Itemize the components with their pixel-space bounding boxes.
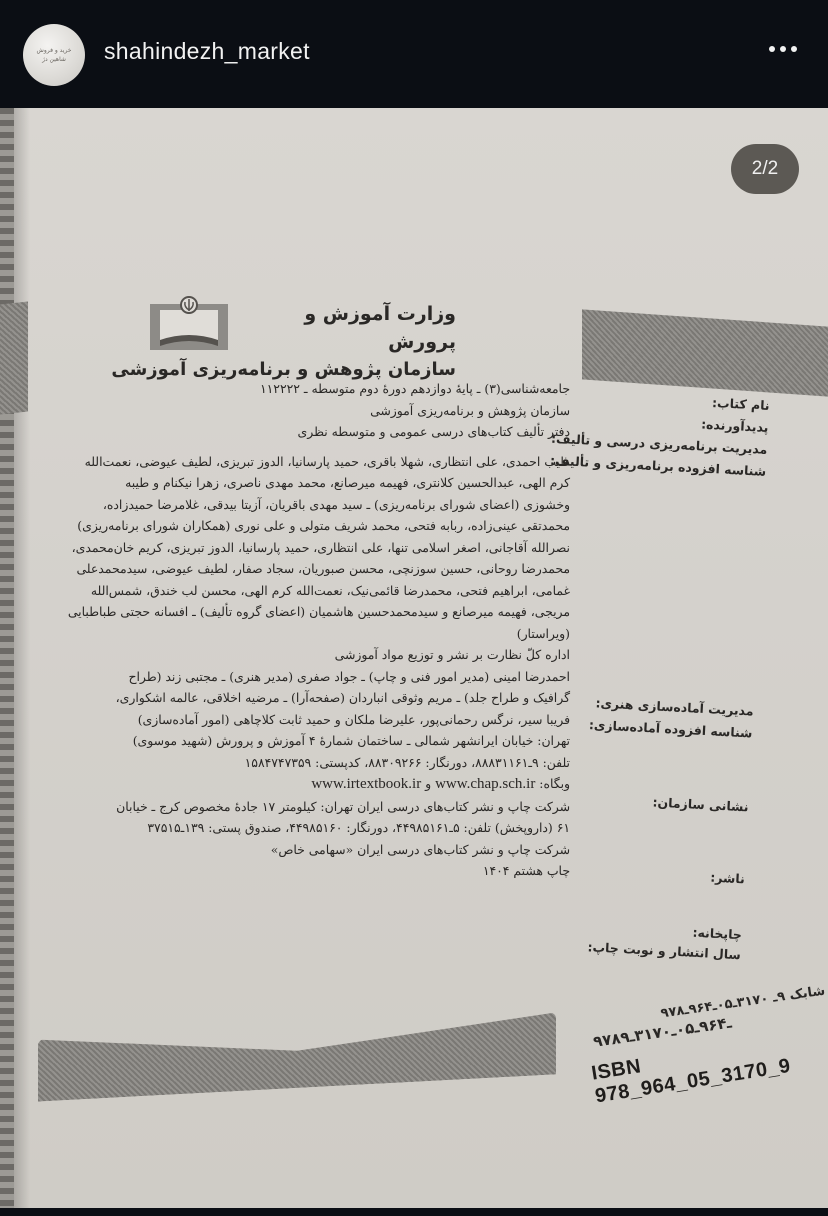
avatar-text-line1: خرید و فروش <box>36 47 72 54</box>
website-and: و <box>425 776 432 791</box>
more-options-button[interactable] <box>765 42 801 56</box>
value-book-name: جامعه‌شناسی(۳) ـ پایهٔ دوازدهم دورهٔ دوم متوسطه ـ ۱۱۲۲۲۲ <box>260 381 570 396</box>
isbn-persian-label: شابک ۹ـ ۳۱۷۰ـ۰۵ـ۹۶۴ـ۹۷۸ <box>659 983 827 1022</box>
value-curriculum-management: دفتر تألیف کتاب‌های درسی عمومی و متوسطه نظری <box>297 424 570 439</box>
art-credit-line: گرافیک و طراح جلد) ـ مریم وثوقی انباردان (صفحه‌آرا) ـ مرضیه اخلاقی، عالمه اشکواری، <box>115 690 570 705</box>
credit-line: وخشوزی (اعضای شورای برنامه‌ریزی) ـ سید مهدی باقریان، آزیتا بیدقی، غلامرضا حمیدزاده، <box>102 496 570 512</box>
value-printer: شرکت چاپ و نشر کتاب‌های درسی ایران «سهامی خاص» <box>270 841 570 857</box>
more-horizontal-icon <box>780 46 786 52</box>
credit-line: (ویراستار) <box>516 625 570 641</box>
value-edition: چاپ هشتم ۱۴۰۴ <box>482 863 570 878</box>
ministry-name: وزارت آموزش و پرورش <box>304 303 456 353</box>
art-credit-line: فریبا سیر، نرگس رحمانی‌پور، علیرضا ملکان و حمید ثابت کلاچاهی (امور آماده‌سازی) <box>137 711 570 727</box>
label-art-credits: شناسه افزوده آماده‌سازی: <box>588 716 753 741</box>
address-line: تهران: خیابان ایرانشهر شمالی ـ ساختمان شمارهٔ ۴ آموزش و پرورش (شهید موسوی) <box>132 733 570 748</box>
value-creator: سازمان پژوهش و برنامه‌ریزی آموزشی <box>370 402 570 418</box>
address-line: تلفن: ۹ـ۸۸۸۳۱۱۶۱، دورنگار: ۸۸۳۰۹۲۶۶، کدپستی: ۱۵۸۴۷۴۷۳۵۹ <box>244 754 570 770</box>
website-line <box>30 773 570 796</box>
decorative-band-bottom <box>38 1012 556 1101</box>
binding-shadow <box>14 108 30 1208</box>
post-footer-edge <box>0 1208 828 1216</box>
website-url-1: www.chap.sch.ir <box>435 776 536 792</box>
art-credit-line: احمدرضا امینی (مدیر امور فنی و چاپ) ـ جواد صفری (مدیر هنری) ـ مجتبی زند (طراح <box>128 668 570 684</box>
organization-name: سازمان پژوهش و برنامه‌ریزی آموزشی <box>111 359 456 380</box>
ministry-title <box>111 300 456 384</box>
publisher-line: ۶۱ (داروپخش) تلفن: ۵ـ۴۴۹۸۵۱۶۱، دورنگار: ۴۴۹۸۵۱۶۰، صندوق پستی: ۱۳۹ـ۳۷۵۱۵ <box>147 820 570 835</box>
credit-line: کرم الهی، عبدالحسین کلانتری، فهیمه میرصانع، محمد مهدی ناصری، زهرا نیکنام و طیبه <box>125 475 570 490</box>
label-publisher: ناشر: <box>709 869 746 887</box>
post-photo[interactable] <box>0 108 828 1208</box>
label-edition: سال انتشار و نوبت چاپ: <box>587 939 742 963</box>
field-values <box>30 378 570 882</box>
credit-line: مریجی، فهیمه میرصانع و سیدمحمدحسین هاشمیان (اعضای گروه تألیف) ـ افسانه حجتی طباطبایی <box>67 604 570 619</box>
avatar-text-line2: شاهین دژ <box>42 56 66 63</box>
more-horizontal-icon <box>791 46 797 52</box>
label-printer: چاپخانه: <box>692 924 743 943</box>
label-creator: پدیدآورنده: <box>700 416 769 435</box>
label-address: نشانی سازمان: <box>652 794 749 815</box>
publisher-line: شرکت چاپ و نشر کتاب‌های درسی ایران تهران: کیلومتر ۱۷ جادهٔ مخصوص کرج ـ خیابان <box>116 798 570 814</box>
avatar[interactable] <box>23 24 85 86</box>
decorative-band-left <box>0 302 28 415</box>
credit-line: طیب احمدی، علی انتظاری، شهلا باقری، حمید پارسانیا، الدوز تبریزی، لطیف عیوضی، نعمت‌الله <box>84 453 570 469</box>
value-art-management: اداره کلّ نظارت بر نشر و توزیع مواد آموزشی <box>334 647 570 662</box>
more-horizontal-icon <box>769 46 775 52</box>
post-header <box>0 0 828 108</box>
slide-counter: 2/2 <box>731 144 799 194</box>
ministry-logo-icon <box>148 296 230 352</box>
decorative-band-right <box>582 309 828 396</box>
credit-line: غمامی، ابراهیم فتحی، محمدرضا قائمی‌نیک، نعمت‌الله کرم الهی، محسن لب خندق، شمس‌الله <box>90 582 570 598</box>
username-link[interactable]: shahindezh_market <box>104 38 310 64</box>
label-art-management: مدیریت آماده‌سازی هنری: <box>595 695 754 719</box>
credit-line: محمدتقی عینی‌زاده، ربابه فتحی، محمد شریف متولی و علی نوری (همکاران شورای برنامه‌ریزی) <box>77 518 570 533</box>
isbn-latin: ISBN 978_964_05_3170_9 <box>590 1054 793 1108</box>
website-label: وبگاه: <box>539 776 570 791</box>
label-curriculum-management: مدیریت برنامه‌ریزی درسی و تألیف: <box>550 430 768 457</box>
credit-line: محمدرضا روحانی، حسین سوزنچی، محسن صبوریان، سجاد صفار، لطیف عیوضی، سیدمحمدعلی <box>76 561 570 576</box>
isbn-persian: ۹۷۸ـ۹۶۴ـ۰۵ـ۳۱۷۰ـ۹ <box>592 1013 733 1051</box>
spiral-binding <box>0 108 14 1208</box>
credit-line: نصرالله آقاجانی، اصغر اسلامی تنها، علی انتظاری، حمید پارسانیا، الدوز تبریزی، کریم خان‌محمدی، <box>71 539 570 555</box>
website-url-2: www.irtextbook.ir <box>311 776 422 792</box>
label-planning-credits: شناسه افزوده برنامه‌ریزی و تألیف: <box>549 452 767 479</box>
label-book-name: نام کتاب: <box>711 394 770 413</box>
